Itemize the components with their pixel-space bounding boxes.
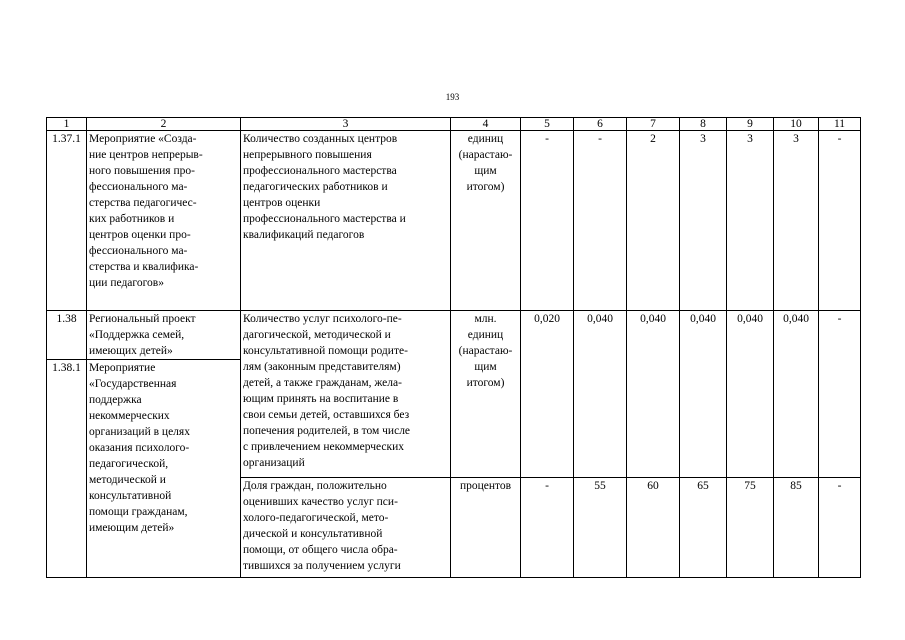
- text-line: профессионального мастерства: [243, 165, 397, 177]
- column-header: 11: [819, 118, 861, 131]
- column-header: 8: [680, 118, 727, 131]
- text-line: ции педагогов»: [89, 277, 164, 289]
- value-cell: 75: [727, 478, 774, 578]
- event-cell: [87, 131, 241, 311]
- text-line: Количество созданных центров: [243, 133, 398, 145]
- unit-cell: процентов: [451, 478, 521, 578]
- indicator-cell: [241, 478, 451, 578]
- text-line: оказания психолого-: [89, 442, 190, 454]
- value-cell: -: [521, 131, 574, 311]
- value-cell: 0,040: [727, 311, 774, 478]
- text-line: оценивших качество услуг пси-: [243, 496, 398, 508]
- text-line: организаций в целях: [89, 426, 190, 438]
- value-cell: 3: [774, 131, 819, 311]
- value-cell: 0,020: [521, 311, 574, 478]
- text-line: некоммерческих: [89, 410, 170, 422]
- text-line: Региональный проект: [89, 313, 196, 325]
- text-line: имеющим детей»: [89, 522, 175, 534]
- column-header: 3: [241, 118, 451, 131]
- indicators-table: [46, 117, 861, 578]
- text-line: холого-педагогической, мето-: [243, 512, 389, 524]
- value-cell: -: [819, 478, 861, 578]
- text-line: лям (законным представителям): [243, 361, 401, 373]
- row-number: 1.37.1: [47, 131, 87, 311]
- text-line: итогом): [466, 377, 505, 389]
- value-cell: 60: [627, 478, 680, 578]
- column-header: 2: [87, 118, 241, 131]
- value-cell: 55: [574, 478, 627, 578]
- text-line: фессионального ма-: [89, 181, 188, 193]
- value-cell: -: [819, 131, 861, 311]
- unit-cell: [451, 311, 521, 478]
- text-line: ющим принять на воспитание в: [243, 393, 399, 405]
- value-cell: -: [521, 478, 574, 578]
- text-line: стерства педагогичес-: [89, 197, 197, 209]
- text-line: млн.: [474, 313, 497, 325]
- text-line: Доля граждан, положительно: [243, 480, 387, 492]
- text-line: непрерывного повышения: [243, 149, 372, 161]
- text-line: единиц: [467, 133, 504, 145]
- text-line: организаций: [243, 457, 305, 469]
- text-line: щим: [474, 361, 497, 373]
- column-header: 7: [627, 118, 680, 131]
- text-line: педагогической,: [89, 458, 169, 470]
- row-number: 1.38.1: [47, 360, 87, 578]
- text-line: (нарастаю-: [458, 149, 513, 161]
- column-header: 6: [574, 118, 627, 131]
- column-header: 10: [774, 118, 819, 131]
- value-cell: 0,040: [574, 311, 627, 478]
- text-line: помощи гражданам,: [89, 506, 188, 518]
- column-header: 4: [451, 118, 521, 131]
- text-line: помощи, от общего числа обра-: [243, 544, 398, 556]
- indicator-cell: [241, 131, 451, 311]
- text-line: единиц: [467, 329, 504, 341]
- header-row: [47, 118, 861, 131]
- text-line: стерства и квалифика-: [89, 261, 199, 273]
- value-cell: 65: [680, 478, 727, 578]
- text-line: Мероприятие: [89, 362, 156, 374]
- text-line: квалификаций педагогов: [243, 229, 365, 241]
- page-number: 193: [445, 92, 460, 102]
- value-cell: 0,040: [627, 311, 680, 478]
- text-line: ких работников и: [89, 213, 175, 225]
- value-cell: 0,040: [680, 311, 727, 478]
- text-line: фессионального ма-: [89, 245, 188, 257]
- text-line: итогом): [466, 181, 505, 193]
- text-line: детей, а также гражданам, жела-: [243, 377, 402, 389]
- event-cell: [87, 360, 241, 578]
- value-cell: 0,040: [774, 311, 819, 478]
- text-line: педагогических работников и: [243, 181, 388, 193]
- text-line: дагогической, методической и: [243, 329, 391, 341]
- text-line: центров оценки: [243, 197, 321, 209]
- text-line: с привлечением некоммерческих: [243, 441, 405, 453]
- text-line: «Государственная: [89, 378, 177, 390]
- value-cell: -: [819, 311, 861, 478]
- text-line: центров оценки про-: [89, 229, 191, 241]
- value-cell: 3: [727, 131, 774, 311]
- unit-cell: [451, 131, 521, 311]
- row-number: 1.38: [47, 311, 87, 360]
- column-header: 9: [727, 118, 774, 131]
- event-cell: [87, 311, 241, 360]
- value-cell: 85: [774, 478, 819, 578]
- text-line: Мероприятие «Созда-: [89, 133, 197, 145]
- table-row: [47, 131, 861, 311]
- value-cell: 3: [680, 131, 727, 311]
- text-line: ние центров непрерыв-: [89, 149, 203, 161]
- text-line: имеющих детей»: [89, 345, 173, 357]
- value-cell: -: [574, 131, 627, 311]
- text-line: дической и консультативной: [243, 528, 383, 540]
- table-row: [47, 311, 861, 360]
- text-line: профессионального мастерства и: [243, 213, 406, 225]
- value-cell: 2: [627, 131, 680, 311]
- text-line: «Поддержка семей,: [89, 329, 185, 341]
- text-line: (нарастаю-: [458, 345, 513, 357]
- text-line: методической и: [89, 474, 166, 486]
- text-line: ного повышения про-: [89, 165, 195, 177]
- text-line: попечения родителей, в том числе: [243, 425, 411, 437]
- text-line: Количество услуг психолого-пе-: [243, 313, 402, 325]
- text-line: поддержка: [89, 394, 142, 406]
- text-line: щим: [474, 165, 497, 177]
- indicator-cell: [241, 311, 451, 478]
- column-header: 5: [521, 118, 574, 131]
- text-line: консультативной: [89, 490, 172, 502]
- column-header: 1: [47, 118, 87, 131]
- text-line: консультативной помощи родите-: [243, 345, 408, 357]
- text-line: тившихся за получением услуги: [243, 560, 401, 572]
- text-line: свои семьи детей, оставшихся без: [243, 409, 410, 421]
